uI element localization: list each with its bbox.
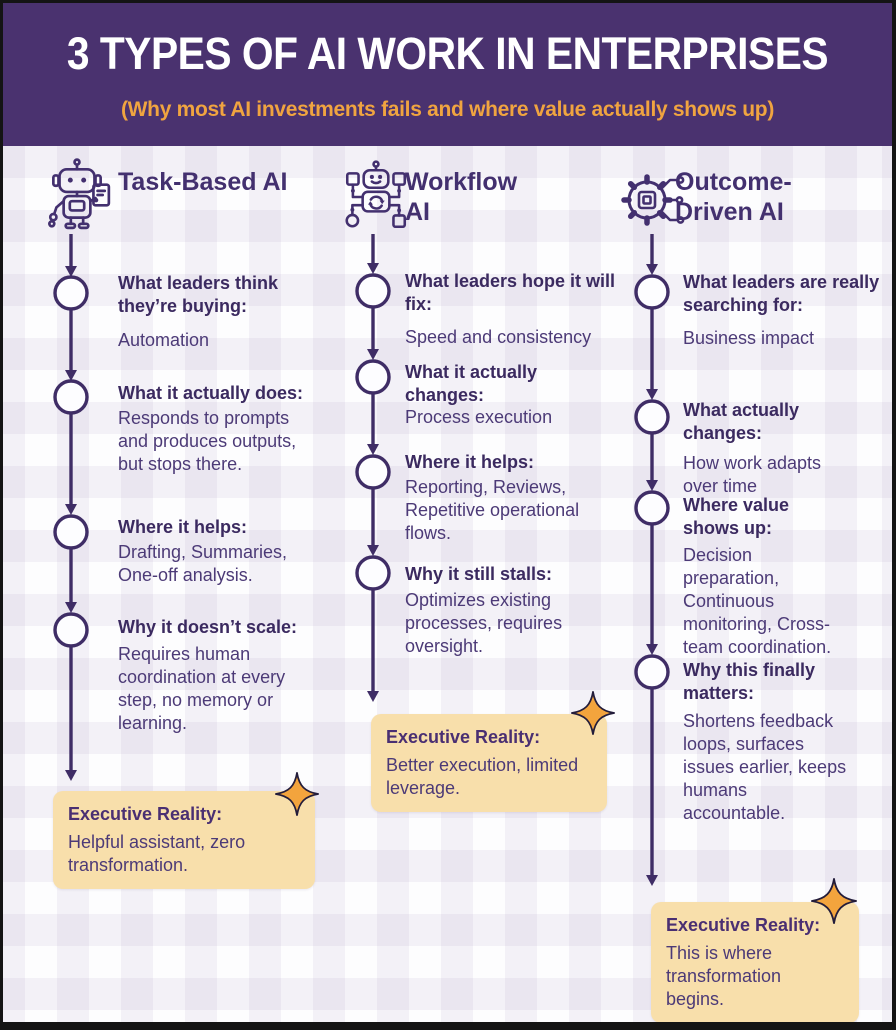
bottom-border-strip: [0, 1022, 896, 1030]
executive-reality-text: This is where transformation begins.: [666, 943, 782, 1010]
step-body: Drafting, Summaries, One-off analysis.: [118, 542, 288, 586]
step-heading: Where it helps:: [118, 517, 248, 537]
robot-assistant-icon: [42, 158, 112, 232]
step-body: Business impact: [683, 328, 815, 348]
page-title: 3 TYPES OF AI WORK IN ENTERPRISES: [66, 28, 829, 79]
step-body: Reporting, Reviews, Repetitive operational flows.: [405, 477, 580, 544]
step-body: Requires human coordination at every step, no memory or learning.: [118, 644, 286, 734]
step-heading: What actually changes:: [683, 400, 800, 443]
sparkle-icon: [811, 877, 857, 925]
executive-reality-label: Executive Reality:: [386, 727, 541, 747]
step-body: Responds to prompts and produces outputs, but stops there.: [118, 408, 297, 475]
step-heading: Why this finally matters:: [683, 660, 816, 703]
page-subtitle: (Why most AI investments fails and where value actually shows up): [120, 98, 775, 121]
step-heading: What leaders are really searching for:: [683, 272, 880, 315]
column-title-workflow: Workflow AI: [405, 168, 518, 226]
step-body: Optimizes existing processes, requires oversight.: [405, 590, 563, 657]
step-body: Process execution: [405, 407, 553, 427]
step-body: Speed and consistency: [405, 327, 592, 347]
step-heading: What leaders think they’re buying:: [118, 273, 279, 316]
column-title-outcome-driven: Outcome-Driven AI: [675, 168, 792, 226]
column-title-task-based: Task-Based AI: [118, 168, 288, 196]
step-body: Shortens feedback loops, surfaces issues earlier, keeps humans accountable.: [683, 711, 847, 824]
executive-reality-label: Executive Reality:: [68, 804, 223, 824]
workflow-robot-icon: [344, 160, 408, 236]
executive-reality-label: Executive Reality:: [666, 915, 821, 935]
step-heading: What it actually does:: [118, 383, 304, 403]
header-banner: [3, 3, 892, 146]
step-heading: Why it still stalls:: [405, 564, 553, 584]
step-heading: What leaders hope it will fix:: [405, 271, 616, 314]
step-heading: Why it doesn’t scale:: [118, 617, 298, 637]
step-body: How work adapts over time: [683, 453, 822, 497]
sparkle-icon: [275, 771, 319, 817]
step-heading: Where it helps:: [405, 452, 535, 472]
sparkle-icon: [571, 690, 615, 736]
step-body: Automation: [118, 330, 210, 350]
executive-reality-text: Better execution, limited leverage.: [386, 755, 579, 799]
step-heading: Where value shows up:: [683, 495, 790, 538]
executive-reality-text: Helpful assistant, zero transformation.: [68, 832, 246, 876]
step-heading: What it actually changes:: [405, 362, 538, 405]
step-body: Decision preparation, Continuous monitoring, Cross-team coordination.: [683, 545, 832, 658]
